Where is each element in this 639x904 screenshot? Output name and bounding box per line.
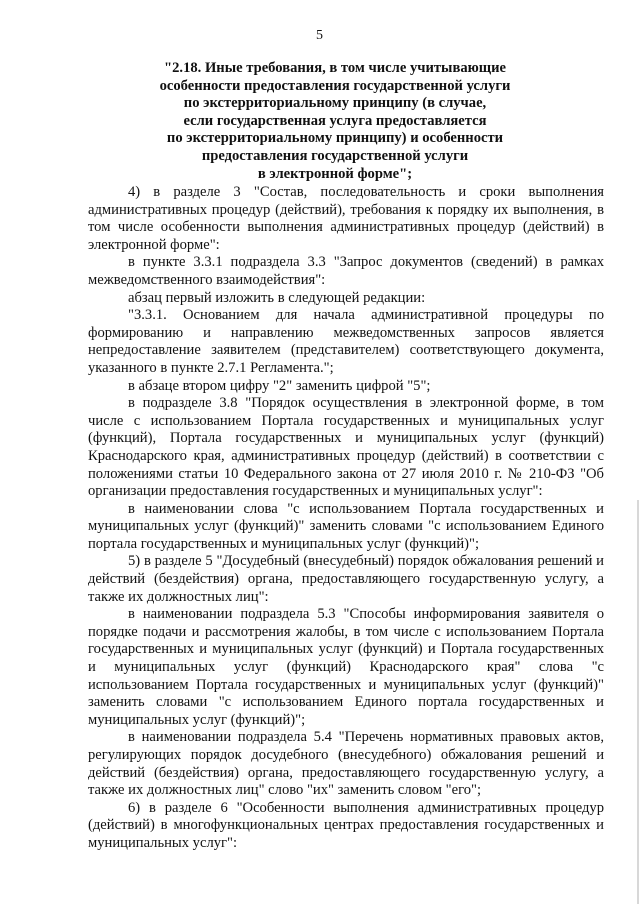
paragraph: абзац первый изложить в следующей редакции: (128, 289, 426, 306)
document-body (88, 184, 604, 853)
paragraph: в наименовании подраздела 5.4 "Перечень нормативных правовых актов, регулирующих порядок досудебного (внесудебного) обжалования решений и действий (бездействия) органа, предоставляющего государственную услугу, а также их должностных лиц" слово "их" заменить словом "его"; (88, 729, 604, 799)
heading-line: особенности предоставления государственной услуги (159, 77, 511, 94)
paragraph: в подразделе 3.8 "Порядок осуществления в электронной форме, в том числе с использованием Портала государственных и муниципальных услуг (функций), Портала государственных и муниципальных услуг (функций) Краснодарского края, административных процедур (действий) в соответствии с положениями статьи 10 Федерального закона от 27 июля 2010 г. № 210-ФЗ "Об организации предоставления государственных и муниципальных услуг": (88, 395, 604, 500)
heading-line: "2.18. Иные требования, в том числе учитывающие (164, 60, 506, 76)
heading-line: по экстерриториальному принципу) и особенности (166, 130, 504, 147)
paragraph: в наименовании подраздела 5.3 "Способы информирования заявителя о порядке подачи и рассмотрения жалобы, в том числе с использованием Портала государственных и муниципальных услуг (функций) и Портала государственных и муниципальных услуг (функций) Краснодарского края" слова "с использованием Портала государственных и муниципальных услуг (функций)" заменить словами "с использованием Единого портала государственных и муниципальных услуг (функций)"; (88, 606, 604, 728)
paragraph: в пункте 3.3.1 подраздела 3.3 "Запрос документов (сведений) в рамках межведомственного взаимодействия": (88, 254, 604, 288)
page-number: 5 (316, 28, 323, 43)
heading-line: в электронной форме"; (257, 165, 413, 182)
heading-line: если государственная услуга предоставляется (183, 112, 487, 129)
paragraph: 4) в разделе 3 "Состав, последовательность и сроки выполнения административных процедур (действий), требования к порядку их выполнения, в том числе особенности выполнения административных процедур (действий) в электронной форме": (88, 184, 604, 253)
paragraph: в наименовании слова "с использованием Портала государственных и муниципальных услуг (функций)" заменить словами "с использованием Единого портала государственных и муниципальных услуг (функций)"; (88, 500, 604, 552)
paragraph: 6) в разделе 6 "Особенности выполнения административных процедур (действий) в многофункциональных центрах предоставления государственных и муниципальных услуг": (88, 799, 604, 851)
section-heading (80, 60, 590, 183)
heading-line: по экстерриториальному принципу (в случае, (183, 95, 487, 112)
paragraph: "3.3.1. Основанием для начала административной процедуры по формированию и направлению межведомственных запросов является непредоставление заявителем (представителем) соответствующего документа, указанного в пункте 2.7.1 Регламента."; (88, 307, 604, 376)
heading-line: предоставления государственной услуги (201, 147, 469, 164)
paragraph: 5) в разделе 5 "Досудебный (внесудебный) порядок обжалования решений и действий (бездействия) органа, предоставляющего государственную услугу, а также их должностных лиц": (88, 553, 604, 605)
paragraph: в абзаце втором цифру "2" заменить цифрой "5"; (128, 377, 431, 394)
